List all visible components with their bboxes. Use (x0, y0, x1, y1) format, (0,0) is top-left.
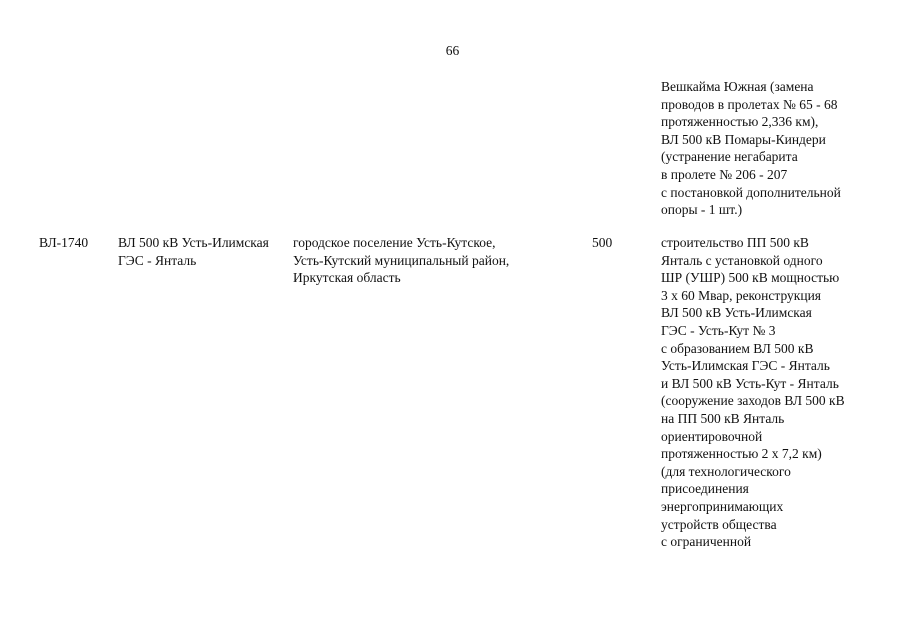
row-name-cell (118, 234, 269, 269)
row-description-line: Янталь с установкой одного (661, 252, 823, 268)
row-description-line: на ПП 500 кВ Янталь (661, 410, 785, 426)
row-location-cell (293, 234, 509, 287)
description-line: проводов в пролетах № 65 - 68 (661, 96, 838, 112)
row-description-line: ВЛ 500 кВ Усть-Илимская (661, 305, 812, 321)
row-voltage: 500 (592, 235, 613, 250)
row-code-cell (39, 234, 88, 252)
description-line: Вешкайма Южная (замена (661, 79, 814, 94)
row-code: ВЛ-1740 (39, 235, 89, 250)
row-name-line: ВЛ 500 кВ Усть-Илимская (118, 235, 269, 250)
row-description-line: с ограниченной (661, 534, 752, 550)
row-location-line: Иркутская область (293, 270, 401, 286)
description-line: в пролете № 206 - 207 (661, 166, 788, 182)
row-description-cell (661, 234, 845, 551)
row-description-line: ШР (УШР) 500 кВ мощностью (661, 270, 840, 286)
description-line: опоры - 1 шт.) (661, 202, 743, 218)
row-description-line: 3 х 60 Мвар, реконструкция (661, 287, 822, 303)
row-description-line: протяженностью 2 х 7,2 км) (661, 446, 822, 462)
row-description-line: устройств общества (661, 516, 777, 532)
row-description-line: энергопринимающих (661, 498, 784, 514)
row-description-line: (сооружение заходов ВЛ 500 кВ (661, 393, 845, 409)
row-description-line: строительство ПП 500 кВ (661, 235, 809, 250)
row-description-line: ГЭС - Усть-Кут № 3 (661, 322, 776, 338)
row-location-line: городское поселение Усть-Кутское, (293, 235, 496, 250)
row-name-line: ГЭС - Янталь (118, 252, 197, 268)
description-line: с постановкой дополнительной (661, 184, 841, 200)
row-voltage-cell (592, 234, 612, 252)
row-description-line: присоединения (661, 481, 749, 497)
page-number: 66 (445, 43, 460, 58)
row-location-line: Усть-Кутский муниципальный район, (293, 252, 510, 268)
row-description-line: (для технологического (661, 463, 791, 479)
row-description-line: и ВЛ 500 кВ Усть-Кут - Янталь (661, 375, 839, 391)
description-line: протяженностью 2,336 км), (661, 114, 819, 130)
row-description-line: с образованием ВЛ 500 кВ (661, 340, 814, 356)
description-line: ВЛ 500 кВ Помары-Киндери (661, 131, 826, 147)
row-description-line: ориентировочной (661, 428, 763, 444)
row-description-line: Усть-Илимская ГЭС - Янталь (661, 358, 830, 374)
description-line: (устранение негабарита (661, 149, 798, 165)
continued-description (661, 78, 841, 219)
